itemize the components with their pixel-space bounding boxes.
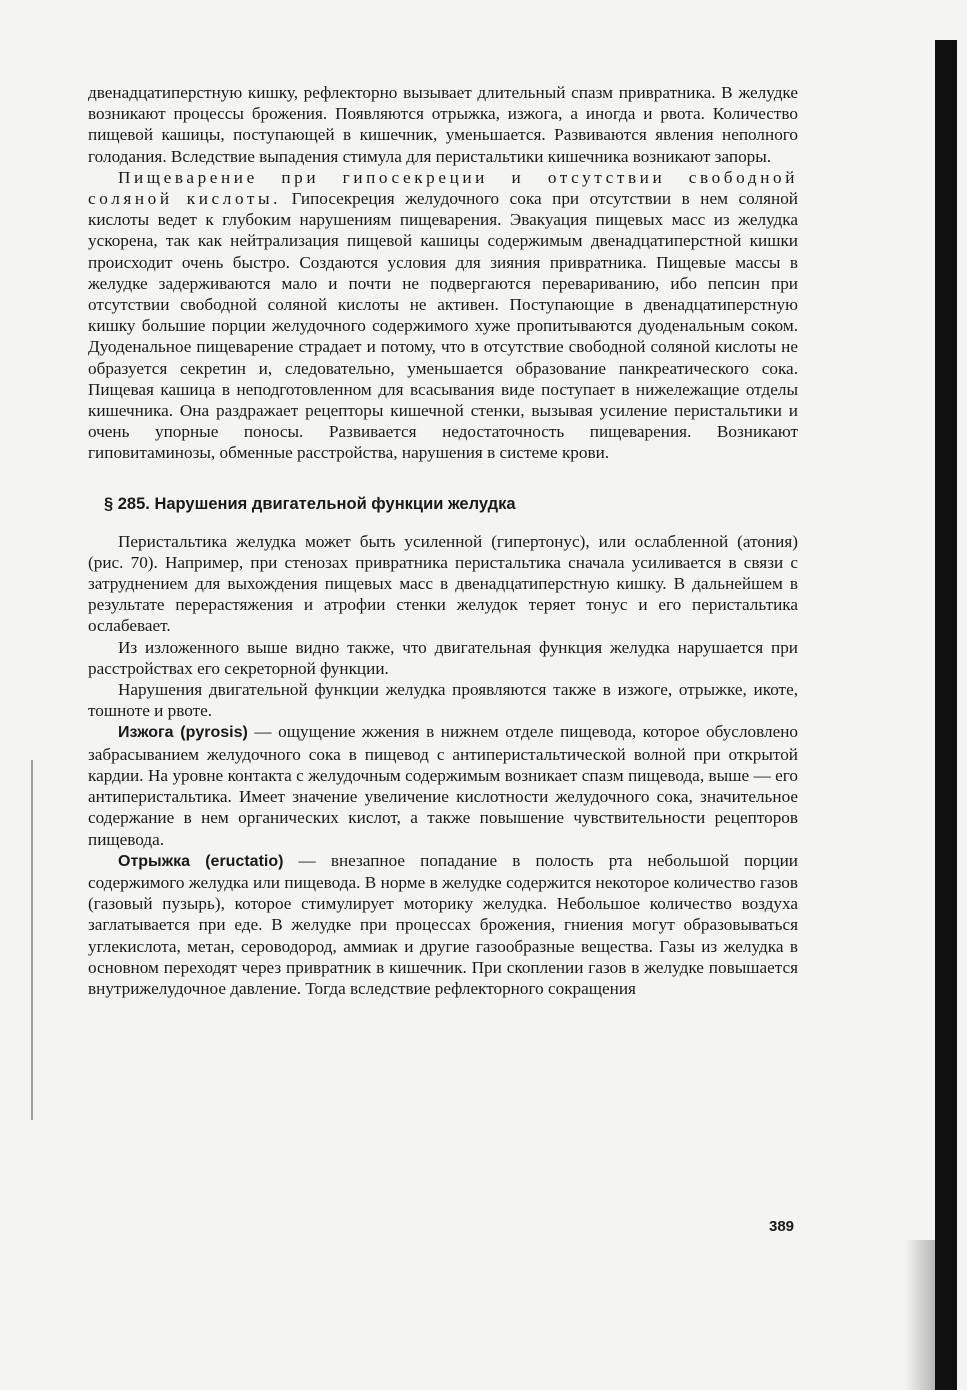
term-heartburn: Изжога (pyrosis) [118,724,248,742]
paragraph-1: двенадцатиперстную кишку, рефлекторно вызывает длительный спазм привратника. В желудке возникают процессы брожения. Появляются отрыжка, изжога, а иногда и рвота. Количество пищевой кашицы, поступающей в кишечник, уменьшается. Развиваются явления неполного голодания. Вследствие выпадения стимула для перистальтики кишечника возникают запоры. [88,83,798,166]
paragraph-heartburn [88,721,798,849]
scan-page-edge [935,40,957,1390]
paragraph-3: Перистальтика желудка может быть усиленной (гипертонус), или ослабленной (атония) (рис. 70). Например, при стенозах привратника перистальтика сначала усиливается в связи с затруднением для выхождения пищевых масс в двенадцатиперстную кишку. В дальнейшем в результате перерастяжения и атрофии стенки желудок теряет тонус и его перистальтика ослабевает. [88,531,798,636]
scan-margin-mark [31,760,33,1120]
paragraph-belching-body: — внезапное попадание в полость рта небольшой порции содержимого желудка или пищевода. В норме в желудке содержится некоторое количество газов (газовый пузырь), которое стимулирует моторику желудка. Небольшое количество воздуха заглатывается при еде. В желудке при процессах брожения, гниения могут образовываться углекислота, метан, сероводород, аммиак и другие газообразные вещества. Газы из желудка в основном переходят через привратник в кишечник. При скоплении газов в желудке повышается внутрижелудочное давление. Тогда вследствие рефлекторного сокращения [88,850,798,998]
paragraph-2-body: Гипосекреция желудочного сока при отсутствии в нем соляной кислоты ведет к глубоким нарушениям пищеварения. Эвакуация пищевых масс из желудка ускорена, так как нейтрализация пищевой кашицы содержимым двенадцатиперстной кишки происходит очень быстро. Создаются условия для зияния привратника. Пищевые массы в желудке задерживаются мало и почти не подвергаются перевариванию, ибо пепсин при отсутствии свободной соляной кислоты не активен. Поступающие в двенадцатиперстную кишку большие порции желудочного содержимого хуже пропитываются дуоденальным соком. Дуоденальное пищеварение страдает и потому, что в отсутствие свободной соляной кислоты не образуется секретин и, следовательно, уменьшается образование панкреатического сока. Пищевая кашица в неподготовленном для всасывания виде поступает в нижележащие отделы кишечника. Она раздражает рецепторы кишечной стенки, вызывая усиление перистальтики и очень упорные поносы. Развивается недостаточность пищеварения. Возникают гиповитаминозы, обменные расстройства, нарушения в системе крови. [88,189,799,463]
body-text [88,82,798,999]
paragraph-2-lead: Пищеварение при гипосекреции и отсутствии свободной соляной кислоты. [88,167,798,209]
term-belching: Отрыжка (eructatio) [118,852,284,870]
scan-shadow [905,1240,935,1390]
paragraph-4: Из изложенного выше видно также, что двигательная функция желудка нарушается при расстройствах его секреторной функции. [88,637,798,678]
paragraph-5: Нарушения двигательной функции желудка проявляются также в изжоге, отрыжке, икоте, тошноте и рвоте. [88,680,798,721]
section-heading: § 285. Нарушения двигательной функции желудка [104,494,516,513]
paragraph-2 [88,167,798,464]
paragraph-belching [88,850,798,999]
page-number: 389 [769,1218,795,1235]
paragraph-heartburn-body: — ощущение жжения в нижнем отделе пищевода, которое обусловлено забрасыванием желудочного сока в пищевод с антиперистальтической волной при открытой кардии. На уровне контакта с желудочным содержимым возникает спазм пищевода, выше — его антиперистальтика. Имеет значение увеличение кислотности желудочного сока, значительное содержание в нем органических кислот, а также повышение чувствительности рецепторов пищевода. [88,722,798,849]
